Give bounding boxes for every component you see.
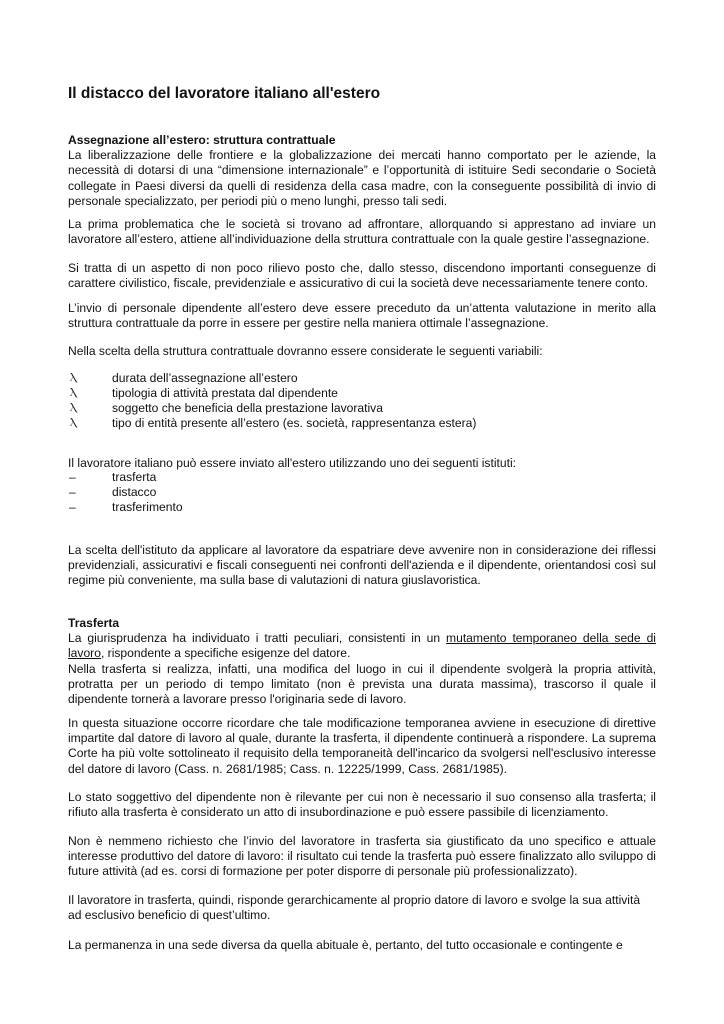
list-item	[68, 416, 656, 431]
section-heading-trasferta: Trasferta	[68, 616, 120, 630]
paragraph: Nella scelta della struttura contrattuale dovranno essere considerate le seguenti variabili:	[68, 344, 543, 358]
paragraph	[68, 631, 656, 661]
arrow-bullet-icon: Ⲗ	[70, 418, 77, 429]
paragraph: La prima problematica che le società si trovano ad affrontare, allorquando si apprestano ad inviare un lavoratore all’estero, attiene all’individuazione della struttura contrattuale con la quale gestire l’assegnazione.	[68, 217, 656, 247]
paragraph: Lo stato soggettivo del dipendente non è rilevante per cui non è necessario il suo consenso alla trasferta; il rifiuto alla trasferta è considerato un atto di insubordinazione e può essere passibile di licenziamento.	[68, 790, 656, 820]
list-item-text: tipologia di attività prestata dal dipendente	[112, 386, 338, 400]
paragraph: Si tratta di un aspetto di non poco rilievo posto che, dallo stesso, discendono importanti conseguenze di carattere civilistico, fiscale, previdenziale e assicurativo di cui la società deve necessariamente tenere conto.	[68, 261, 656, 291]
paragraph: In questa situazione occorre ricordare che tale modificazione temporanea avviene in esecuzione di direttive impartite dal datore di lavoro al quale, durante la trasferta, il dipendente continuerà a rispondere. La suprema Corte ha più volte sottolineato il requisito della temporaneità dell'incarico da svolgersi nell'esclusivo interesse del datore di lavoro (Cass. n. 2681/1985; Cass. n. 12225/1999, Cass. 2681/1985).	[68, 716, 656, 776]
list-item	[68, 470, 656, 485]
arrow-bullet-icon: Ⲗ	[70, 388, 77, 399]
list-item-text: distacco	[112, 485, 157, 499]
list-item-text: tipo di entità presente all’estero (es. società, rappresentanza estera)	[112, 416, 477, 430]
list-item	[68, 500, 656, 515]
paragraph: Il lavoratore italiano può essere inviato all'estero utilizzando uno dei seguenti istituti:	[68, 456, 517, 470]
paragraph-text: , rispondente a specifiche esigenze del datore.	[100, 646, 351, 661]
list-item-text: trasferimento	[112, 500, 183, 514]
variables-list	[68, 371, 656, 431]
arrow-bullet-icon: Ⲗ	[70, 403, 77, 414]
paragraph: Non è nemmeno richiesto che l’invio del lavoratore in trasferta sia giustificato da uno specifico e attuale interesse produttivo del datore di lavoro: il risultato cui tende la trasferta può essere finalizzato allo sviluppo di future attività (ad es. corsi di formazione per poter disporre di personale più professionalizzato).	[68, 834, 656, 879]
istituti-list	[68, 470, 656, 515]
underlined-phrase: mutamento temporaneo della sede di lavoro	[68, 631, 656, 661]
list-item	[68, 401, 656, 416]
document-title: Il distacco del lavoratore italiano all'estero	[68, 85, 381, 102]
list-item-text: soggetto che beneficia della prestazione lavorativa	[112, 401, 383, 415]
dash-bullet: –	[69, 470, 76, 484]
list-item	[68, 371, 656, 386]
paragraph: Nella trasferta si realizza, infatti, una modifica del luogo in cui il dipendente svolgerà la propria attività, protratta per un periodo di tempo limitato (non è prevista una durata massima), trascorso il quale il dipendente tornerà a lavorare presso l'originaria sede di lavoro.	[68, 661, 656, 707]
section-heading-assegnazione: Assegnazione all’estero: struttura contrattuale	[68, 133, 336, 147]
section-assegnazione	[68, 133, 656, 209]
arrow-bullet-icon: Ⲗ	[70, 373, 77, 384]
dash-bullet: –	[69, 485, 76, 499]
paragraph: L’invio di personale dipendente all’estero deve essere preceduto da un’attenta valutazione in merito alla struttura contrattuale da porre in essere per gestire nella maniera ottimale l’assegnazione.	[68, 301, 656, 331]
paragraph: Il lavoratore in trasferta, quindi, risponde gerarchicamente al proprio datore di lavoro e svolge la sua attività ad esclusivo beneficio di quest’ultimo.	[68, 893, 641, 923]
list-item	[68, 386, 656, 401]
list-item	[68, 485, 656, 500]
paragraph: La liberalizzazione delle frontiere e la globalizzazione dei mercati hanno comportato per le aziende, la necessità di dotarsi di una “dimensione internazionale” e l’opportunità di istituire Sedi secondarie o Società collegate in Paesi diversi da quelli di residenza della casa madre, con la conseguente possibilità di invio di personale specializzato, per periodi più o meno lunghi, presso tali sedi.	[68, 148, 656, 208]
dash-bullet: –	[69, 500, 76, 514]
section-trasferta	[68, 616, 656, 707]
list-item-text: trasferta	[112, 470, 157, 484]
paragraph: La scelta dell'istituto da applicare al lavoratore da espatriare deve avvenire non in considerazione dei riflessi previdenziali, assicurativi e fiscali conseguenti nei confronti dell'azienda e il dipendente, orientandosi così sul regime più conveniente, ma sulla base di valutazioni di natura giuslavoristica.	[68, 543, 656, 588]
paragraph-text: La giurisprudenza ha individuato i tratti peculiari, consistenti in un	[68, 631, 447, 646]
list-item-text: durata dell’assegnazione all’estero	[112, 371, 298, 385]
paragraph: La permanenza in una sede diversa da quella abituale è, pertanto, del tutto occasionale e contingente e	[68, 938, 623, 952]
